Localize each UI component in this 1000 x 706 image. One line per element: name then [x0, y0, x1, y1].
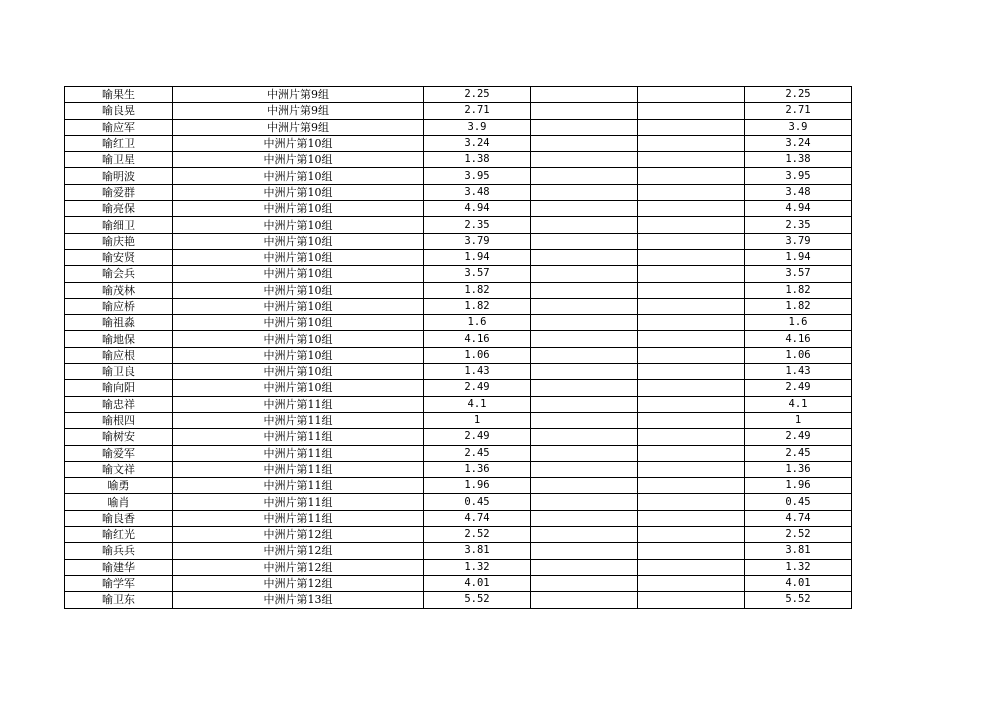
- cell-empty-2: [638, 527, 745, 543]
- cell-location: 中洲片第12组: [173, 575, 424, 591]
- cell-total: 1.82: [745, 298, 852, 314]
- cell-name: 喻安贤: [65, 249, 173, 265]
- cell-value: 4.16: [424, 331, 531, 347]
- cell-value: 4.94: [424, 201, 531, 217]
- cell-name: 喻爱军: [65, 445, 173, 461]
- cell-empty-2: [638, 119, 745, 135]
- cell-name: 喻会兵: [65, 266, 173, 282]
- table-row: [65, 575, 852, 591]
- cell-total: 3.57: [745, 266, 852, 282]
- cell-total: 3.9: [745, 119, 852, 135]
- cell-name: 喻忠祥: [65, 396, 173, 412]
- cell-total: 5.52: [745, 592, 852, 608]
- cell-empty-1: [531, 331, 638, 347]
- cell-value: 1.96: [424, 478, 531, 494]
- cell-name: 喻红卫: [65, 135, 173, 151]
- cell-value: 1.82: [424, 298, 531, 314]
- cell-name: 喻卫良: [65, 364, 173, 380]
- cell-name: 喻良晃: [65, 103, 173, 119]
- cell-empty-2: [638, 510, 745, 526]
- cell-empty-1: [531, 543, 638, 559]
- cell-total: 3.79: [745, 233, 852, 249]
- table-row: [65, 249, 852, 265]
- table-row: [65, 380, 852, 396]
- cell-location: 中洲片第11组: [173, 396, 424, 412]
- cell-location: 中洲片第12组: [173, 559, 424, 575]
- cell-total: 3.48: [745, 184, 852, 200]
- cell-name: 喻红光: [65, 527, 173, 543]
- cell-value: 2.49: [424, 380, 531, 396]
- cell-total: 1.94: [745, 249, 852, 265]
- cell-empty-2: [638, 331, 745, 347]
- cell-empty-1: [531, 87, 638, 103]
- cell-value: 3.79: [424, 233, 531, 249]
- table-row: [65, 266, 852, 282]
- cell-name: 喻庆艳: [65, 233, 173, 249]
- table-row: [65, 412, 852, 428]
- cell-total: 1.36: [745, 461, 852, 477]
- cell-value: 1.38: [424, 152, 531, 168]
- cell-value: 1.36: [424, 461, 531, 477]
- cell-location: 中洲片第10组: [173, 364, 424, 380]
- cell-empty-1: [531, 510, 638, 526]
- cell-empty-1: [531, 380, 638, 396]
- cell-value: 1.6: [424, 315, 531, 331]
- cell-empty-1: [531, 412, 638, 428]
- cell-location: 中洲片第10组: [173, 315, 424, 331]
- cell-empty-2: [638, 412, 745, 428]
- cell-total: 2.35: [745, 217, 852, 233]
- cell-empty-1: [531, 184, 638, 200]
- cell-empty-2: [638, 201, 745, 217]
- cell-total: 4.94: [745, 201, 852, 217]
- cell-empty-1: [531, 103, 638, 119]
- table-row: [65, 445, 852, 461]
- table-row: [65, 331, 852, 347]
- cell-empty-2: [638, 478, 745, 494]
- cell-location: 中洲片第12组: [173, 543, 424, 559]
- cell-location: 中洲片第11组: [173, 445, 424, 461]
- cell-value: 0.45: [424, 494, 531, 510]
- table-row: [65, 184, 852, 200]
- cell-name: 喻兵兵: [65, 543, 173, 559]
- cell-empty-1: [531, 429, 638, 445]
- cell-location: 中洲片第10组: [173, 168, 424, 184]
- cell-name: 喻树安: [65, 429, 173, 445]
- cell-empty-2: [638, 87, 745, 103]
- table-body: [65, 87, 852, 609]
- cell-empty-2: [638, 347, 745, 363]
- cell-empty-2: [638, 249, 745, 265]
- cell-name: 喻果生: [65, 87, 173, 103]
- table-row: [65, 135, 852, 151]
- cell-location: 中洲片第9组: [173, 87, 424, 103]
- table-row: [65, 315, 852, 331]
- cell-name: 喻建华: [65, 559, 173, 575]
- table-row: [65, 217, 852, 233]
- cell-empty-1: [531, 494, 638, 510]
- cell-empty-1: [531, 347, 638, 363]
- cell-empty-1: [531, 298, 638, 314]
- cell-location: 中洲片第11组: [173, 510, 424, 526]
- cell-empty-2: [638, 380, 745, 396]
- table-row: [65, 527, 852, 543]
- cell-empty-1: [531, 461, 638, 477]
- cell-empty-1: [531, 135, 638, 151]
- cell-empty-1: [531, 168, 638, 184]
- cell-name: 喻地保: [65, 331, 173, 347]
- cell-location: 中洲片第10组: [173, 233, 424, 249]
- cell-empty-2: [638, 559, 745, 575]
- cell-empty-1: [531, 575, 638, 591]
- cell-empty-2: [638, 217, 745, 233]
- cell-location: 中洲片第10组: [173, 135, 424, 151]
- cell-total: 0.45: [745, 494, 852, 510]
- cell-value: 1.43: [424, 364, 531, 380]
- cell-value: 3.81: [424, 543, 531, 559]
- cell-location: 中洲片第10组: [173, 217, 424, 233]
- cell-value: 1: [424, 412, 531, 428]
- cell-name: 喻学军: [65, 575, 173, 591]
- table-row: [65, 461, 852, 477]
- cell-value: 2.25: [424, 87, 531, 103]
- cell-empty-1: [531, 527, 638, 543]
- cell-value: 2.35: [424, 217, 531, 233]
- cell-location: 中洲片第11组: [173, 494, 424, 510]
- cell-value: 2.71: [424, 103, 531, 119]
- table-row: [65, 364, 852, 380]
- table-row: [65, 152, 852, 168]
- cell-total: 1.82: [745, 282, 852, 298]
- cell-name: 喻爱群: [65, 184, 173, 200]
- cell-total: 1.38: [745, 152, 852, 168]
- cell-empty-2: [638, 152, 745, 168]
- cell-name: 喻明波: [65, 168, 173, 184]
- cell-empty-1: [531, 445, 638, 461]
- cell-total: 1.43: [745, 364, 852, 380]
- cell-name: 喻文祥: [65, 461, 173, 477]
- cell-empty-1: [531, 282, 638, 298]
- cell-empty-1: [531, 396, 638, 412]
- cell-empty-2: [638, 282, 745, 298]
- cell-location: 中洲片第9组: [173, 103, 424, 119]
- cell-value: 3.95: [424, 168, 531, 184]
- table-row: [65, 592, 852, 608]
- table-row: [65, 478, 852, 494]
- cell-value: 5.52: [424, 592, 531, 608]
- cell-value: 1.06: [424, 347, 531, 363]
- cell-location: 中洲片第9组: [173, 119, 424, 135]
- cell-name: 喻卫东: [65, 592, 173, 608]
- cell-value: 3.24: [424, 135, 531, 151]
- cell-name: 喻应军: [65, 119, 173, 135]
- cell-total: 2.25: [745, 87, 852, 103]
- cell-empty-2: [638, 543, 745, 559]
- cell-empty-1: [531, 249, 638, 265]
- cell-name: 喻茂林: [65, 282, 173, 298]
- cell-empty-2: [638, 461, 745, 477]
- cell-name: 喻细卫: [65, 217, 173, 233]
- cell-location: 中洲片第10组: [173, 266, 424, 282]
- cell-empty-2: [638, 266, 745, 282]
- cell-value: 4.74: [424, 510, 531, 526]
- cell-location: 中洲片第10组: [173, 249, 424, 265]
- table-row: [65, 201, 852, 217]
- cell-total: 2.45: [745, 445, 852, 461]
- cell-name: 喻应桥: [65, 298, 173, 314]
- cell-location: 中洲片第11组: [173, 461, 424, 477]
- cell-empty-2: [638, 184, 745, 200]
- cell-total: 1.96: [745, 478, 852, 494]
- cell-location: 中洲片第10组: [173, 152, 424, 168]
- cell-total: 1: [745, 412, 852, 428]
- cell-name: 喻根四: [65, 412, 173, 428]
- cell-value: 3.48: [424, 184, 531, 200]
- table-row: [65, 168, 852, 184]
- cell-empty-2: [638, 168, 745, 184]
- table-row: [65, 510, 852, 526]
- table-row: [65, 429, 852, 445]
- cell-location: 中洲片第10组: [173, 184, 424, 200]
- cell-location: 中洲片第10组: [173, 282, 424, 298]
- cell-name: 喻应根: [65, 347, 173, 363]
- cell-empty-2: [638, 445, 745, 461]
- cell-value: 2.52: [424, 527, 531, 543]
- cell-total: 3.24: [745, 135, 852, 151]
- cell-empty-2: [638, 592, 745, 608]
- cell-total: 4.16: [745, 331, 852, 347]
- cell-empty-1: [531, 119, 638, 135]
- cell-total: 4.74: [745, 510, 852, 526]
- cell-total: 2.49: [745, 429, 852, 445]
- cell-empty-2: [638, 494, 745, 510]
- cell-empty-1: [531, 201, 638, 217]
- cell-location: 中洲片第10组: [173, 201, 424, 217]
- cell-total: 4.1: [745, 396, 852, 412]
- cell-total: 1.32: [745, 559, 852, 575]
- cell-empty-2: [638, 135, 745, 151]
- cell-location: 中洲片第11组: [173, 412, 424, 428]
- cell-location: 中洲片第10组: [173, 347, 424, 363]
- cell-empty-2: [638, 298, 745, 314]
- cell-name: 喻良香: [65, 510, 173, 526]
- cell-value: 3.57: [424, 266, 531, 282]
- cell-location: 中洲片第10组: [173, 298, 424, 314]
- cell-location: 中洲片第10组: [173, 331, 424, 347]
- cell-value: 1.94: [424, 249, 531, 265]
- cell-name: 喻祖淼: [65, 315, 173, 331]
- cell-location: 中洲片第11组: [173, 429, 424, 445]
- cell-total: 3.95: [745, 168, 852, 184]
- cell-value: 1.32: [424, 559, 531, 575]
- cell-empty-1: [531, 315, 638, 331]
- cell-total: 2.71: [745, 103, 852, 119]
- table-row: [65, 494, 852, 510]
- cell-total: 4.01: [745, 575, 852, 591]
- cell-empty-1: [531, 592, 638, 608]
- cell-empty-1: [531, 364, 638, 380]
- cell-empty-1: [531, 266, 638, 282]
- table-row: [65, 347, 852, 363]
- cell-value: 3.9: [424, 119, 531, 135]
- cell-location: 中洲片第12组: [173, 527, 424, 543]
- table-row: [65, 119, 852, 135]
- table-row: [65, 103, 852, 119]
- cell-location: 中洲片第10组: [173, 380, 424, 396]
- cell-name: 喻向阳: [65, 380, 173, 396]
- cell-value: 1.82: [424, 282, 531, 298]
- cell-empty-2: [638, 103, 745, 119]
- table-row: [65, 233, 852, 249]
- cell-empty-2: [638, 429, 745, 445]
- cell-empty-1: [531, 233, 638, 249]
- cell-total: 3.81: [745, 543, 852, 559]
- cell-total: 1.06: [745, 347, 852, 363]
- cell-total: 2.52: [745, 527, 852, 543]
- cell-location: 中洲片第11组: [173, 478, 424, 494]
- cell-empty-2: [638, 364, 745, 380]
- cell-value: 4.1: [424, 396, 531, 412]
- cell-name: 喻肖: [65, 494, 173, 510]
- cell-empty-1: [531, 559, 638, 575]
- table-row: [65, 396, 852, 412]
- cell-name: 喻卫星: [65, 152, 173, 168]
- data-table: [64, 86, 852, 609]
- table-row: [65, 87, 852, 103]
- cell-empty-1: [531, 152, 638, 168]
- cell-name: 喻亮保: [65, 201, 173, 217]
- cell-empty-2: [638, 315, 745, 331]
- table-row: [65, 298, 852, 314]
- table-row: [65, 543, 852, 559]
- cell-empty-1: [531, 217, 638, 233]
- cell-total: 1.6: [745, 315, 852, 331]
- cell-empty-2: [638, 233, 745, 249]
- cell-total: 2.49: [745, 380, 852, 396]
- cell-location: 中洲片第13组: [173, 592, 424, 608]
- cell-value: 4.01: [424, 575, 531, 591]
- table-row: [65, 559, 852, 575]
- cell-empty-2: [638, 396, 745, 412]
- table-row: [65, 282, 852, 298]
- cell-value: 2.49: [424, 429, 531, 445]
- cell-empty-2: [638, 575, 745, 591]
- cell-value: 2.45: [424, 445, 531, 461]
- cell-empty-1: [531, 478, 638, 494]
- cell-name: 喻勇: [65, 478, 173, 494]
